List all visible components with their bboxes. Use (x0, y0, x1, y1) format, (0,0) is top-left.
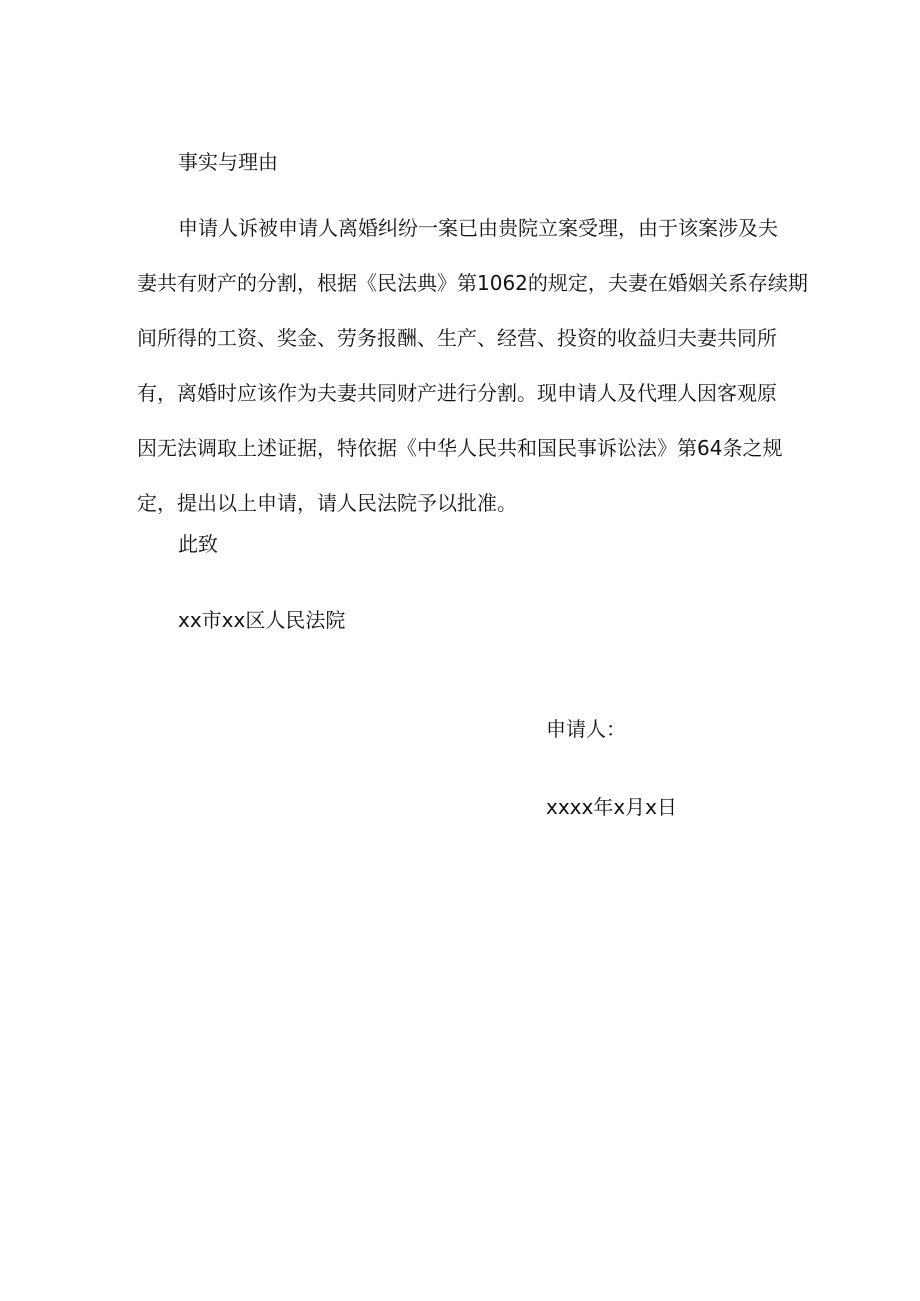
body-line-6: 定，提出以上申请，请人民法院予以批准。 (137, 491, 517, 515)
body-line-3: 间所得的工资、奖金、劳务报酬、生产、经营、投资的收益归夫妻共同所 (137, 326, 777, 350)
body-line-1: 申请人诉被申请人离婚纠纷一案已由贵院立案受理，由于该案涉及夫 (178, 216, 778, 240)
body-line-5: 因无法调取上述证据，特依据《中华人民共和国民事诉讼法》第64条之规 (137, 436, 783, 460)
document-date: xxxx年x月x日 (546, 795, 678, 819)
applicant-signature-label: 申请人： (546, 717, 626, 741)
closing-salutation: 此致 (178, 532, 218, 556)
addressee-court: xx市xx区人民法院 (178, 608, 346, 632)
body-line-4: 有，离婚时应该作为夫妻共同财产进行分割。现申请人及代理人因客观原 (137, 381, 777, 405)
section-heading: 事实与理由 (178, 150, 278, 174)
body-line-2: 妻共有财产的分割，根据《民法典》第1062的规定，夫妻在婚姻关系存续期 (137, 271, 808, 295)
